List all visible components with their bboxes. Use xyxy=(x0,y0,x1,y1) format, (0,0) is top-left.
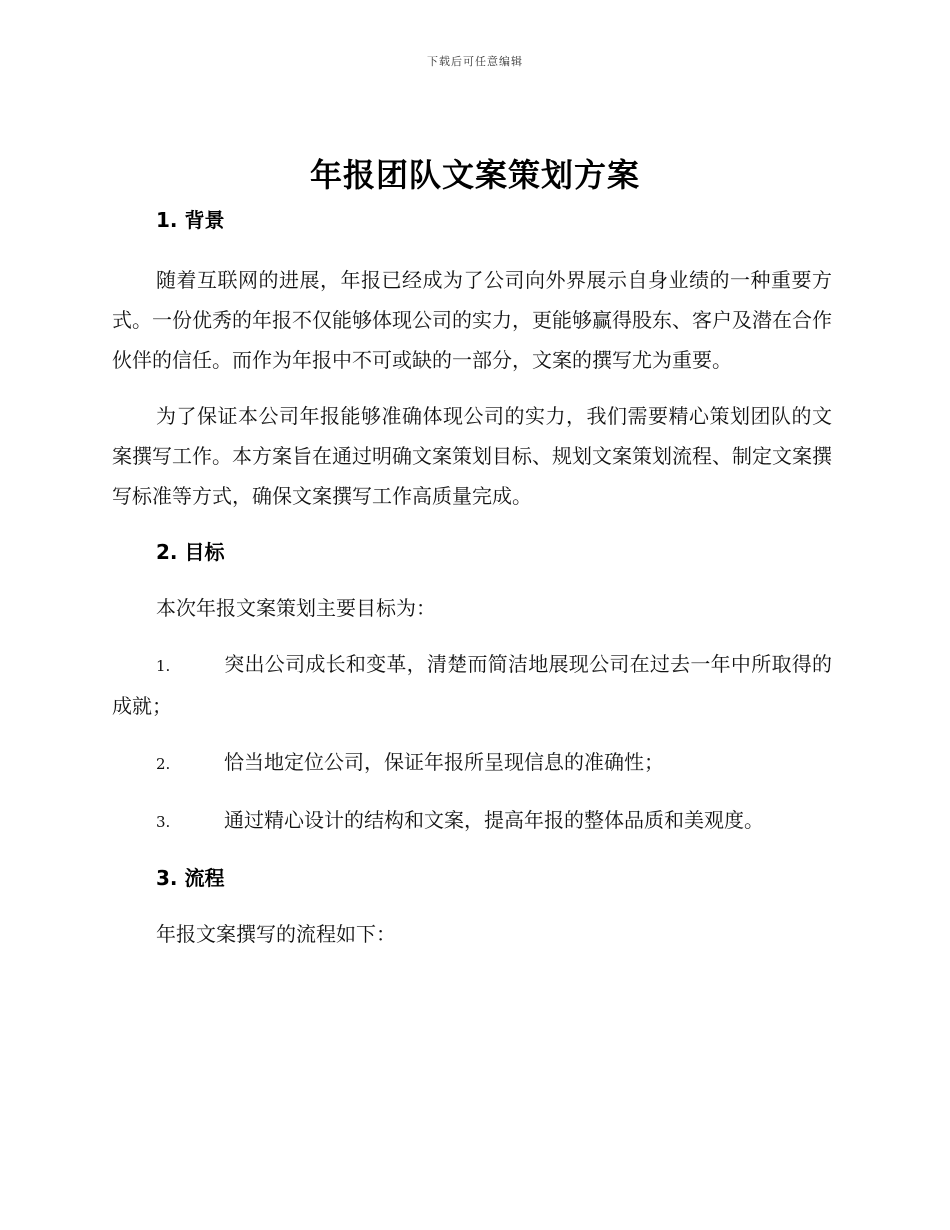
section-heading-goals: 2. 目标 xyxy=(156,540,225,564)
document-title: 年报团队文案策划方案 xyxy=(309,156,640,194)
list-number: 1. xyxy=(156,657,171,675)
section-heading-background: 1. 背景 xyxy=(156,208,225,232)
list-item xyxy=(112,742,832,784)
list-text: 通过精心设计的结构和文案，提高年报的整体品质和美观度。 xyxy=(224,808,764,832)
list-item xyxy=(112,800,832,842)
paragraph: 为了保证本公司年报能够准确体现公司的实力，我们需要精心策划团队的文案撰写工作。本方案旨在通过明确文案策划目标、规划文案策划流程、制定文案撰写标准等方式，确保文案撰写工作高质量完成。 xyxy=(112,404,832,508)
list-number: 3. xyxy=(156,813,171,831)
list-text: 恰当地定位公司，保证年报所呈现信息的准确性； xyxy=(224,750,664,774)
paragraph: 本次年报文案策划主要目标为： xyxy=(156,596,436,620)
paragraph: 年报文案撰写的流程如下： xyxy=(156,922,396,946)
list-number: 2. xyxy=(156,755,171,773)
document-body xyxy=(112,205,832,954)
header-note: 下载后可任意编辑 xyxy=(427,55,523,68)
list-text: 突出公司成长和变革，清楚而简洁地展现公司在过去一年中所取得的成就； xyxy=(112,652,832,718)
section-heading-process: 3. 流程 xyxy=(156,866,225,890)
paragraph: 随着互联网的进展，年报已经成为了公司向外界展示自身业绩的一种重要方式。一份优秀的年报不仅能够体现公司的实力，更能够赢得股东、客户及潜在合作伙伴的信任。而作为年报中不可或缺的一部分，文案的撰写尤为重要。 xyxy=(112,268,832,372)
list-item xyxy=(112,644,832,726)
